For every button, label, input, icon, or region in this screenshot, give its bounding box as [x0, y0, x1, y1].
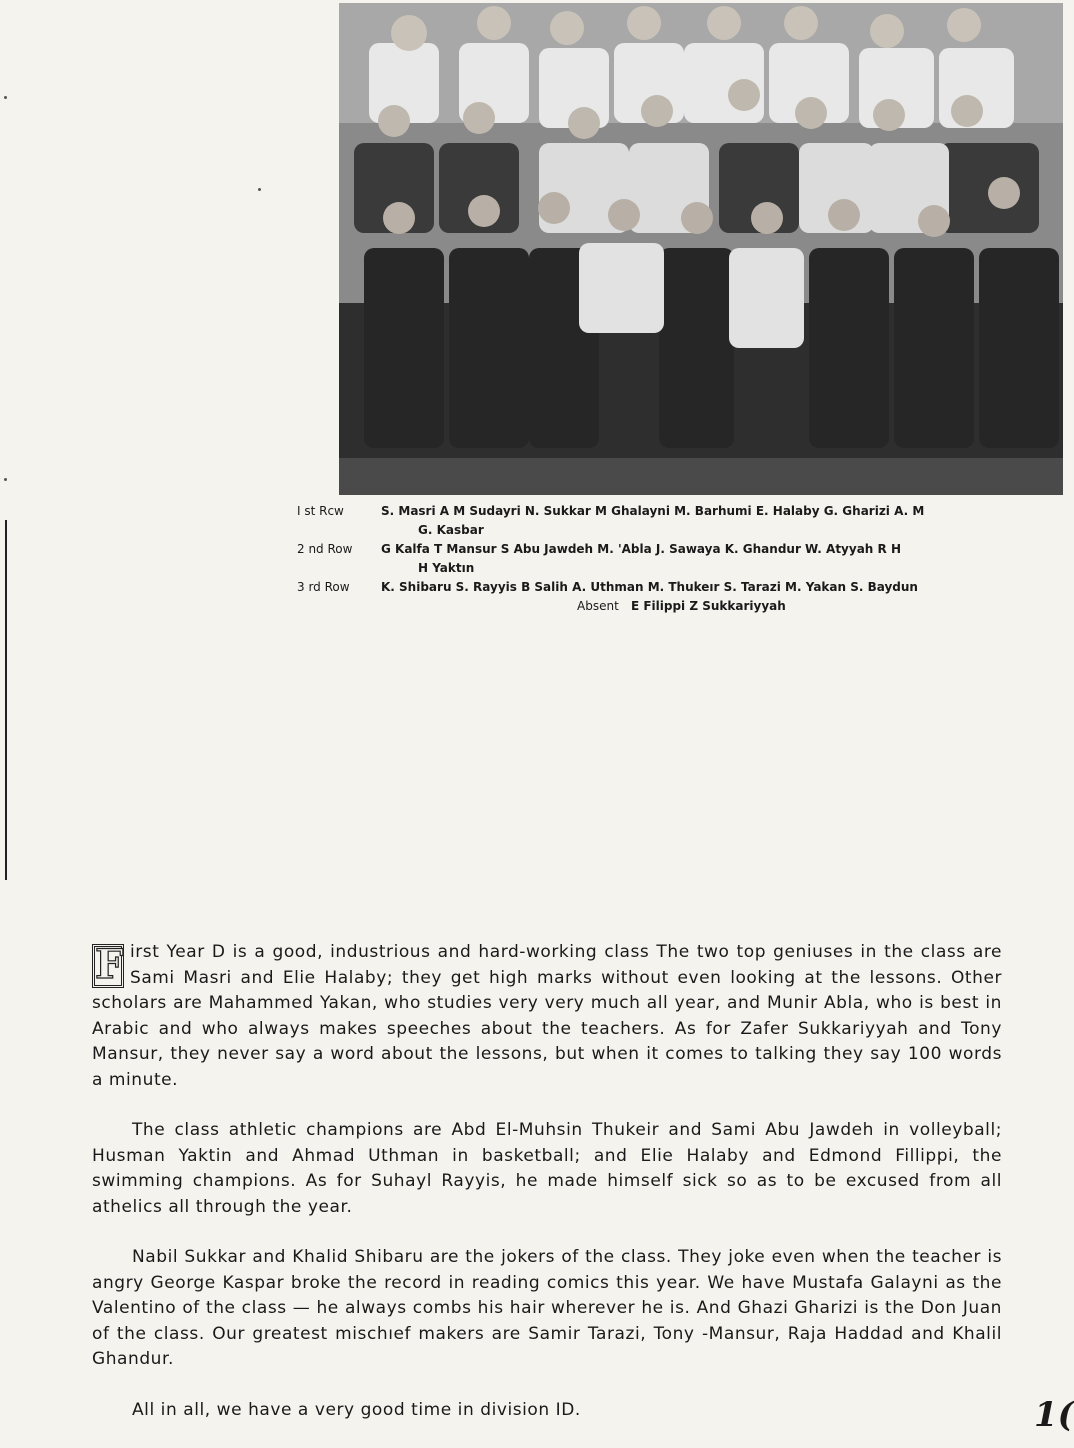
paragraph-2: The class athletic champions are Abd El-Muhsin Thukeir and Sami Abu Jawdeh in volleyball; Husman Yaktin and Ahmad Uthman in basketball; and Elie Halaby and Edmond Fillippi, the swimming champions. As for Suhayl Rayyis, he made himself sick so as to be excused from all athelics all through the year. [92, 1120, 1002, 1217]
caption-row-3 [297, 578, 1063, 597]
photo-caption [297, 502, 1063, 616]
scan-speck [4, 478, 7, 481]
caption-row-1 [297, 502, 1063, 521]
margin-rule [5, 520, 7, 880]
class-article [92, 940, 1002, 1448]
row-1-label: I st Rcw [297, 504, 344, 518]
scan-speck [4, 96, 7, 99]
paragraph-3: Nabil Sukkar and Khalid Shibaru are the jokers of the class. They joke even when the teacher is angry George Kaspar broke the record in reading comics this year. We have Mustafa Galayni as the Valentino of the class — he always combs his hair wherever he is. And Ghazi Gharizi is the Don Juan of the class. Our greatest mischıef makers are Samir Tarazi, Tony -Mansur, Raja Haddad and Khalil Ghandur. [92, 1247, 1002, 1369]
row-1-continuation: G. Kasbar [418, 523, 484, 537]
row-2-continuation: H Yaktın [418, 561, 475, 575]
drop-cap: F [92, 944, 124, 988]
absent-row [297, 597, 1063, 616]
row-3-label: 3 rd Row [297, 580, 350, 594]
row-3-names: K. Shibaru S. Rayyis B Salih A. Uthman M. Thukeır S. Tarazi M. Yakan S. Baydun [381, 580, 918, 594]
page-number: 1( [1034, 1395, 1074, 1435]
row-2-names: G Kalfa T Mansur S Abu Jawdeh M. 'Abla J. Sawaya K. Ghandur W. Atyyah R H [381, 542, 901, 556]
paragraph-1 [92, 940, 1002, 1093]
scan-speck [258, 188, 261, 191]
row-2-label: 2 nd Row [297, 542, 353, 556]
absent-names: E Filippi Z Sukkariyyah [630, 599, 786, 613]
row-1-names: S. Masri A M Sudayri N. Sukkar M Ghalayni M. Barhumi E. Halaby G. Gharizi A. M [381, 504, 925, 518]
paragraph-1-text: irst Year D is a good, industrious and hard-working class The two top geniuses in the class are Sami Masri and Elie Halaby; they get high marks without even looking at the lessons. Other scholars are Mahammed Yakan, who studies very very much all year, and Munir Abla, who is best in Arabic and who always makes speeches about the teachers. As for Zafer Sukkariyyah and Tony Mansur, they never say a word about the lessons, but when it comes to talking they say 100 words a minute. [92, 942, 1002, 1090]
caption-row-2 [297, 540, 1063, 559]
absent-label: Absent [577, 599, 619, 613]
class-group-photo [339, 3, 1063, 495]
paragraph-4: All in all, we have a very good time in division ID. [132, 1399, 581, 1420]
